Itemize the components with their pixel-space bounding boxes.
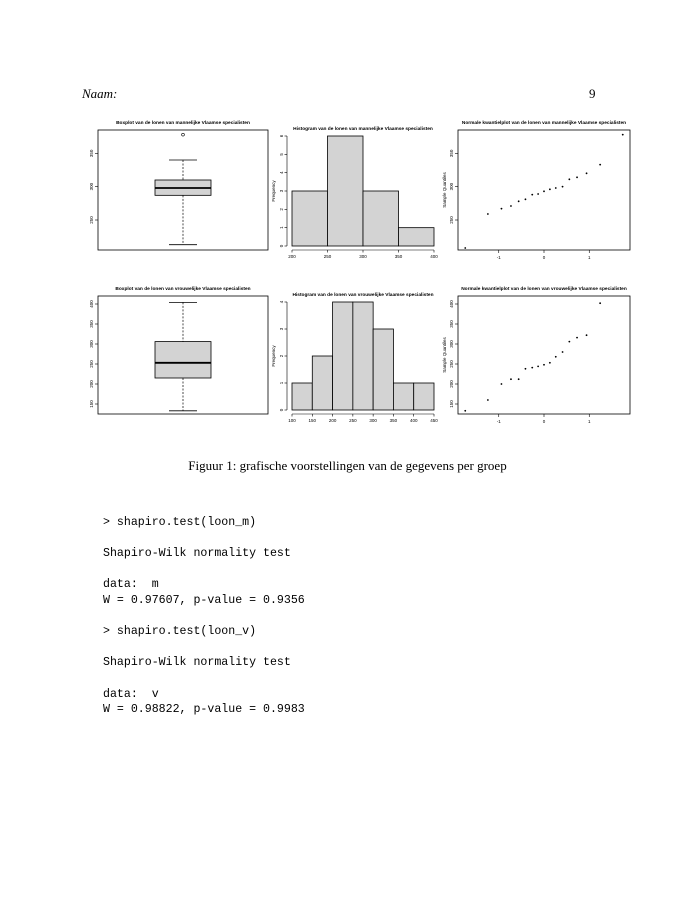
code-line: > shapiro.test(loon_m) [103,516,257,529]
code-line: Shapiro-Wilk normality test [103,656,291,670]
plot-frame [458,130,630,250]
x-tick-label: 0 [542,255,546,260]
y-tick-label: 4 [279,171,284,174]
data-point [555,187,557,189]
y-tick-label: 350 [449,320,454,328]
histogram-bar [363,191,399,246]
y-tick-label: 350 [89,320,94,328]
data-point [568,178,570,180]
data-point [568,341,570,343]
y-tick-label: 400 [449,300,454,308]
x-tick-label: 350 [394,254,403,259]
code-line [103,531,305,547]
y-tick-label: 200 [89,380,94,388]
plot-frame [458,296,630,414]
y-tick-label: 2 [279,208,284,211]
histogram-bar [353,302,373,410]
data-point [525,368,527,370]
chart-title: Histogram van de lonen van mannelijke Vlaamse specialisten [293,127,433,132]
data-point [525,198,527,200]
data-point [599,164,601,166]
y-tick-label: 0 [279,408,284,412]
chart-qq-m [440,118,640,273]
code-line: W = 0.97607, p-value = 0.9356 [103,593,305,607]
y-tick-label: 350 [89,149,94,158]
data-point [543,190,545,192]
outlier-point [182,133,185,136]
data-point [555,356,557,358]
chart-title: Boxplot van de lonen van vrouwelijke Vlaamse specialisten [115,287,251,292]
chart-title: Normale kwantielplot van de lonen van vrouwelijke Vlaamse specialisten [461,287,627,292]
data-point [464,247,466,249]
code-line: data: m [103,578,159,592]
x-tick-label: 400 [409,418,418,423]
x-tick-label: 200 [288,254,296,259]
chart-box-v [88,282,278,437]
x-tick-label: 100 [288,418,296,423]
data-point [543,364,545,366]
y-tick-label: 2 [279,354,284,358]
data-point [549,188,551,190]
chart-qq-v [440,282,640,437]
histogram-bar [399,228,435,246]
header-name-label: Naam: [82,86,118,101]
y-tick-label: 300 [89,182,94,191]
data-point [586,334,588,336]
histogram-bar [414,383,434,410]
y-tick-label: 150 [449,400,454,408]
data-point [562,351,564,353]
y-tick-label: 1 [279,226,284,229]
figure-caption: Figuur 1: grafische voorstellingen van de gegevens per groep [188,458,507,473]
histogram-bar [312,356,332,410]
chart-hist-m [268,118,448,273]
y-tick-label: 250 [89,216,94,224]
y-tick-label: 5 [279,153,284,156]
data-point [501,208,503,210]
code-line: data: v [103,687,159,701]
code-line: > shapiro.test(loon_v) [103,625,257,639]
code-line [103,609,305,625]
data-point [562,186,564,188]
data-point [599,302,601,304]
x-tick-label: 450 [430,418,438,423]
chart-title: Histogram van de lonen van vrouwelijke Vlaamse specialisten [292,293,434,298]
data-point [622,134,624,136]
y-axis-label: Frequency [271,180,276,202]
histogram-bar [292,191,328,246]
iqr-box [155,342,211,378]
y-tick-label: 3 [279,327,284,331]
x-tick-label: 350 [389,418,398,423]
y-tick-label: 300 [449,340,454,348]
code-line [103,640,305,656]
data-point [464,410,466,412]
data-point [487,399,489,401]
y-tick-label: 300 [89,340,94,348]
code-output [103,515,305,718]
y-axis-label: Sample Quantiles [442,337,447,373]
data-point [487,213,489,215]
y-tick-label: 150 [89,400,94,408]
x-tick-label: 1 [588,255,591,260]
data-point [537,366,539,368]
x-tick-label: 300 [359,254,367,259]
y-tick-label: 4 [279,300,284,304]
data-point [518,200,520,202]
x-tick-label: 0 [542,419,546,424]
data-point [576,337,578,339]
x-tick-label: -1 [496,255,501,260]
y-tick-label: 0 [279,244,284,248]
code-line: Shapiro-Wilk normality test [103,547,291,561]
chart-hist-v [268,282,448,437]
data-point [501,383,503,385]
histogram-bar [292,383,312,410]
histogram-bar [328,136,364,246]
y-tick-label: 6 [279,134,284,138]
data-point [518,378,520,380]
x-tick-label: 1 [588,419,591,424]
chart-box-m [88,118,278,273]
y-tick-label: 1 [279,381,284,385]
chart-title: Boxplot van de lonen van mannelijke Vlaamse specialisten [116,121,250,126]
y-tick-label: 300 [449,182,454,191]
y-tick-label: 200 [449,380,454,388]
data-point [537,193,539,195]
y-tick-label: 250 [449,360,454,368]
x-tick-label: 150 [308,418,317,423]
y-tick-label: 350 [449,149,454,158]
histogram-bar [393,383,413,410]
data-point [586,172,588,174]
x-tick-label: 250 [323,254,332,259]
x-tick-label: 250 [349,418,357,423]
code-line [103,562,305,578]
x-tick-label: 400 [430,254,438,259]
histogram-bar [373,329,393,410]
data-point [531,367,533,369]
code-line [103,671,305,687]
data-point [510,378,512,380]
y-axis-label: Frequency [271,345,276,367]
y-axis-label: Sample Quantiles [442,172,447,208]
data-point [531,194,533,196]
x-tick-label: -1 [496,419,501,424]
data-point [510,205,512,207]
y-tick-label: 3 [279,189,284,193]
x-tick-label: 200 [328,418,337,423]
x-tick-label: 300 [369,418,377,423]
y-tick-label: 250 [449,216,454,224]
y-tick-label: 250 [89,360,94,368]
data-point [576,176,578,178]
chart-title: Normale kwantielplot van de lonen van mannelijke Vlaamse specialisten [461,121,627,126]
code-line: W = 0.98822, p-value = 0.9983 [103,703,305,717]
y-tick-label: 400 [89,300,94,308]
data-point [549,362,551,364]
histogram-bar [333,302,353,410]
page-number: 9 [589,86,596,101]
